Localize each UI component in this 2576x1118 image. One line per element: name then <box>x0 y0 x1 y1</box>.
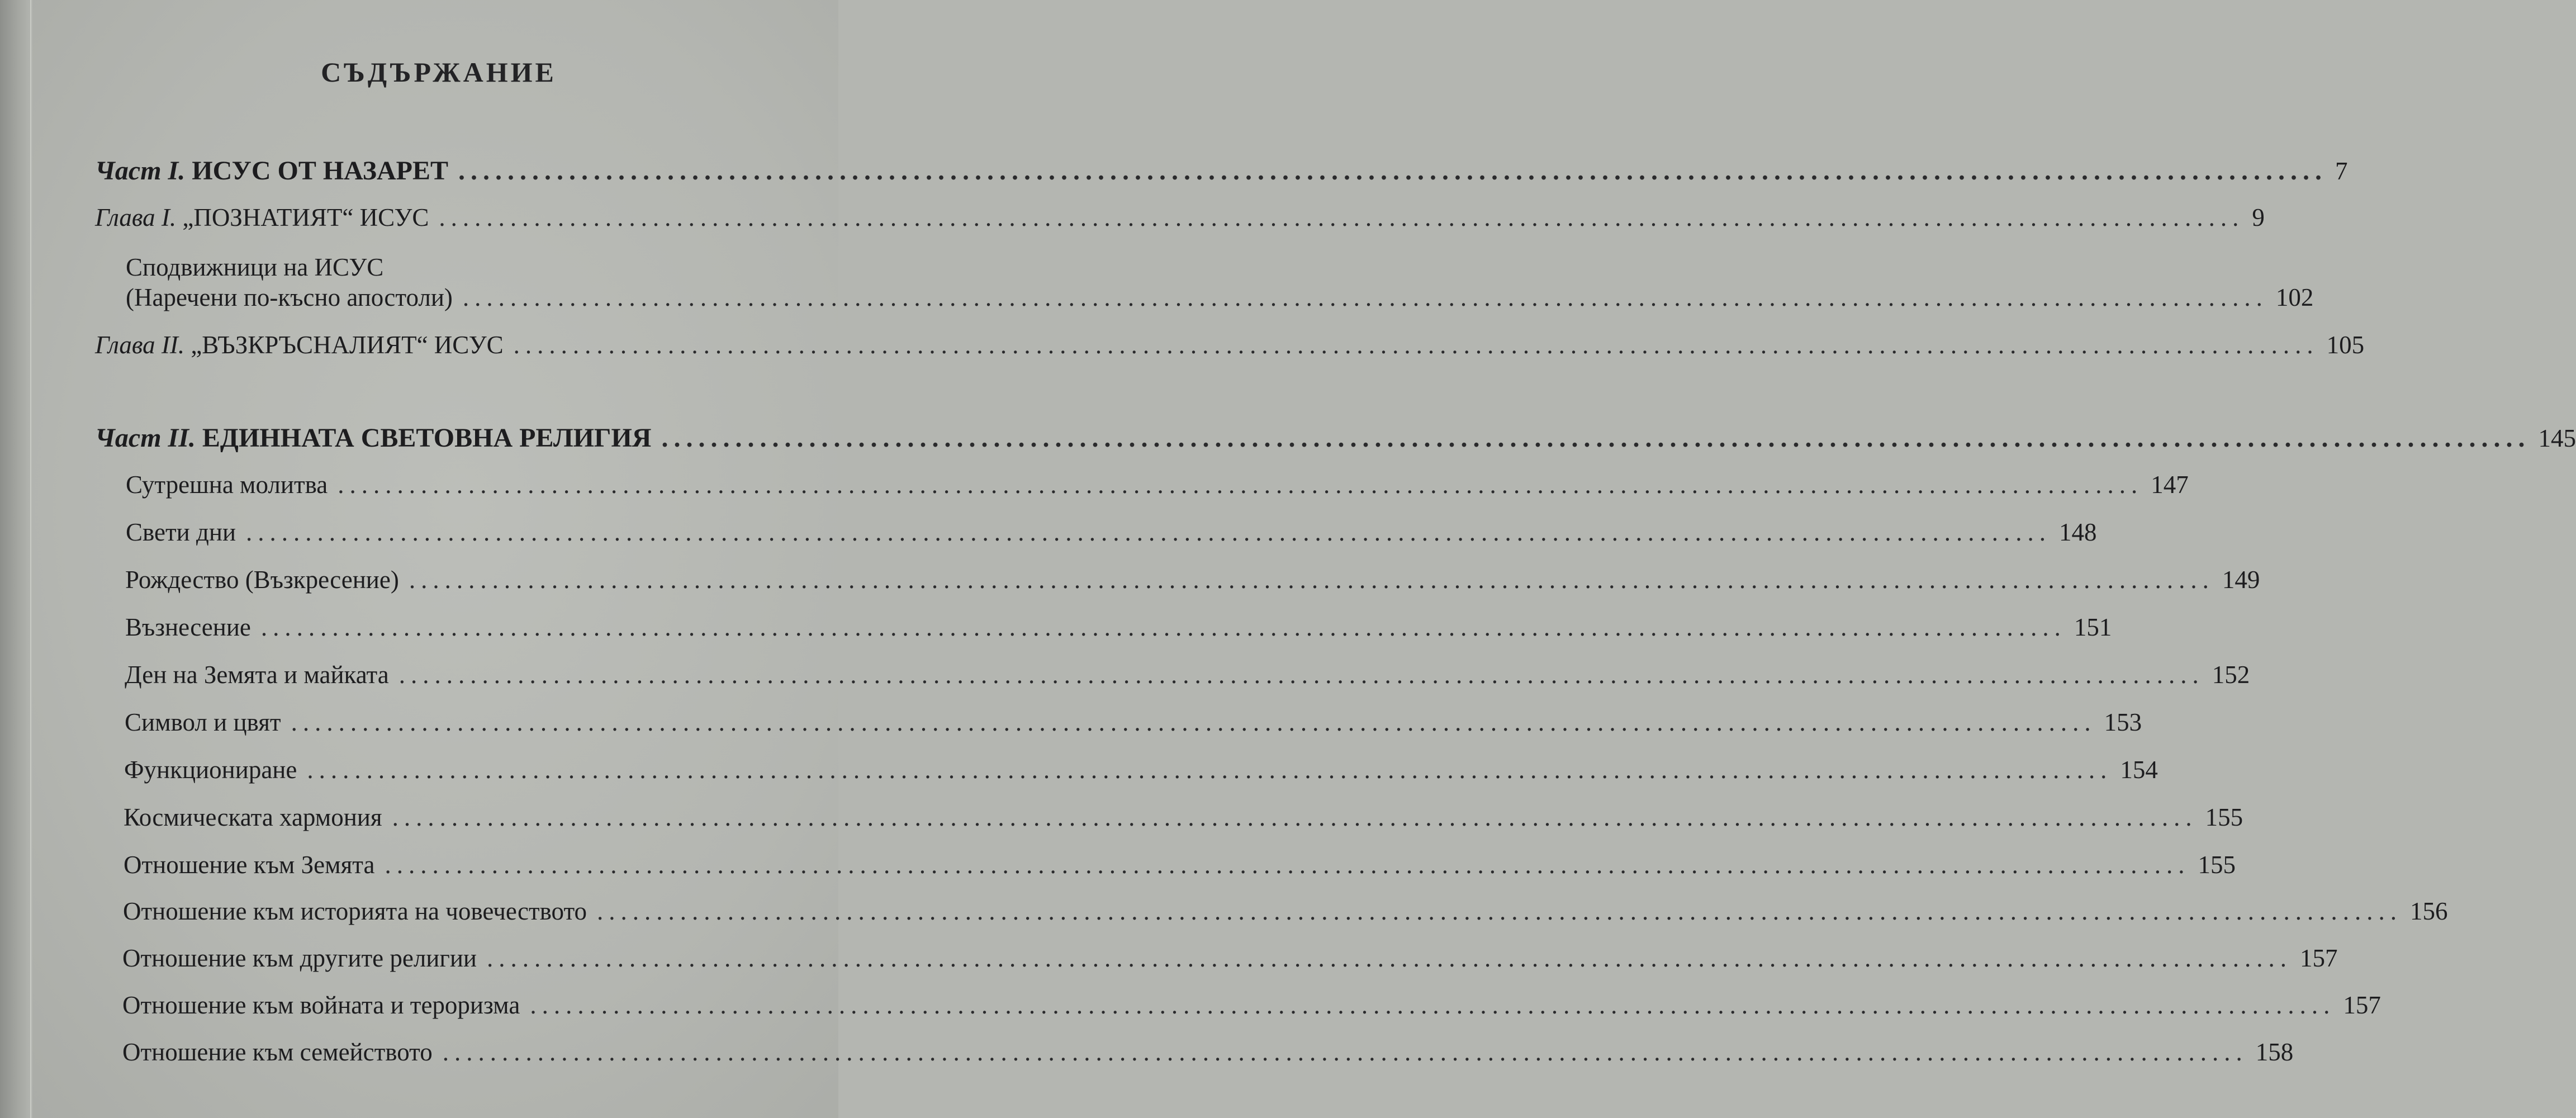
toc-entry-label: Възнесение <box>125 613 251 641</box>
toc-entry-label: Функциониране <box>124 756 297 784</box>
toc-chapter-2-page: 105 <box>2326 331 2365 359</box>
page-title: СЪДЪРЖАНИЕ <box>321 56 557 88</box>
toc-entry-page: 149 <box>2222 566 2260 594</box>
toc-entry-label: Отношение към Земята <box>124 851 375 879</box>
dot-leader: ........................................................................................................................................................ <box>458 156 2327 186</box>
toc-subsection-1 <box>126 283 2314 311</box>
toc-chapter-1-prefix: Глава I. <box>95 203 177 231</box>
toc-subsection-1-page: 102 <box>2275 283 2314 311</box>
dot-leader: ........................................................................................................................................................ <box>399 661 2204 689</box>
toc-chapter-2-prefix: Глава II. <box>95 331 185 359</box>
dot-leader: ........................................................................................................................................................ <box>246 518 2052 546</box>
toc-part-1-prefix: Част I. <box>95 156 186 186</box>
toc-entry <box>126 518 2097 546</box>
toc-entry-page: 157 <box>2343 991 2381 1019</box>
dot-leader: ........................................................................................................................................................ <box>486 944 2292 972</box>
toc-entry-label: Свети дни <box>126 518 236 546</box>
toc-entry <box>123 897 2448 925</box>
toc-entry <box>122 991 2381 1019</box>
dot-leader: ........................................................................................................................................................ <box>462 283 2268 311</box>
toc-entry-label: Рождество (Възкресение) <box>125 566 399 594</box>
toc-part-2-title: ЕДИННАТА СВЕТОВНА РЕЛИГИЯ <box>202 423 652 453</box>
toc-entry-label: Отношение към войната и тероризма <box>122 991 520 1019</box>
toc-chapter-1-label <box>95 205 429 230</box>
toc-entry <box>125 613 2112 641</box>
toc-chapter-1 <box>95 203 2265 231</box>
toc-entry-page: 157 <box>2299 944 2338 972</box>
toc-entry-page: 153 <box>2104 708 2142 736</box>
toc-chapter-2-label <box>95 333 504 358</box>
toc-entry-label: Космическата хармония <box>124 803 382 831</box>
toc-entry <box>122 944 2338 972</box>
dot-leader: ........................................................................................................................................................ <box>661 423 2531 453</box>
toc-part-2 <box>95 423 2576 453</box>
toc-part-2-label <box>95 425 651 452</box>
toc-entry-page: 154 <box>2120 756 2158 784</box>
toc-entry-page: 152 <box>2212 661 2250 689</box>
toc-subsection-1-line-2: (Наречени по-късно апостоли) <box>126 283 453 311</box>
toc-entry-label: Сутрешна молитва <box>126 471 328 499</box>
dot-leader: ........................................................................................................................................................ <box>513 331 2319 359</box>
dot-leader: ........................................................................................................................................................ <box>307 756 2113 784</box>
toc-entry-page: 155 <box>2198 851 2236 879</box>
toc-subsection-1-line-1: Сподвижници на ИСУС <box>126 253 384 281</box>
dot-leader: ........................................................................................................................................................ <box>338 471 2143 499</box>
dot-leader: ........................................................................................................................................................ <box>385 851 2190 879</box>
toc-entry <box>125 708 2142 736</box>
toc-entry-label: Отношение към другите религии <box>122 944 477 972</box>
toc-entry-page: 148 <box>2059 518 2097 546</box>
dot-leader: ........................................................................................................................................................ <box>392 803 2198 831</box>
dot-leader: ........................................................................................................................................................ <box>409 566 2214 594</box>
toc-chapter-1-page: 9 <box>2252 203 2265 231</box>
toc-part-1-title: ИСУС ОТ НАЗАРЕТ <box>192 156 448 186</box>
toc-entry <box>124 756 2158 784</box>
toc-entry-page: 158 <box>2255 1038 2294 1066</box>
toc-entry <box>125 566 2260 594</box>
toc-entry <box>125 661 2250 689</box>
dot-leader: ........................................................................................................................................................ <box>291 708 2096 736</box>
dot-leader: ........................................................................................................................................................ <box>597 897 2403 925</box>
toc-entry-page: 155 <box>2205 803 2243 831</box>
dot-leader: ........................................................................................................................................................ <box>439 203 2245 231</box>
toc-entry-page: 151 <box>2074 613 2112 641</box>
toc-entry-page: 156 <box>2410 897 2448 925</box>
toc-part-1 <box>95 156 2348 186</box>
toc-entry <box>126 471 2189 499</box>
dot-leader: ........................................................................................................................................................ <box>442 1038 2248 1066</box>
toc-part-1-page: 7 <box>2335 157 2348 185</box>
toc-entry <box>122 1038 2294 1066</box>
toc-entry <box>124 851 2236 879</box>
toc-chapter-2 <box>95 331 2365 359</box>
toc-part-2-prefix: Част II. <box>95 423 196 453</box>
toc-entry-label: Отношение към семейството <box>122 1038 433 1066</box>
toc-entry-label: Отношение към историята на човечеството <box>123 897 587 925</box>
toc-entry-label: Символ и цвят <box>125 708 281 736</box>
toc-entry <box>124 803 2243 831</box>
dot-leader: ........................................................................................................................................................ <box>530 991 2336 1019</box>
dot-leader: ........................................................................................................................................................ <box>260 613 2066 641</box>
toc-entry-page: 147 <box>2151 471 2189 499</box>
toc-part-1-label <box>95 158 448 184</box>
toc-chapter-1-title: „ПОЗНАТИЯТ“ ИСУС <box>182 203 429 231</box>
toc-entry-label: Ден на Земята и майката <box>125 661 389 689</box>
toc-chapter-2-title: „ВЪЗКРЪСНАЛИЯТ“ ИСУС <box>191 331 504 359</box>
toc-part-2-page: 145 <box>2538 424 2576 452</box>
